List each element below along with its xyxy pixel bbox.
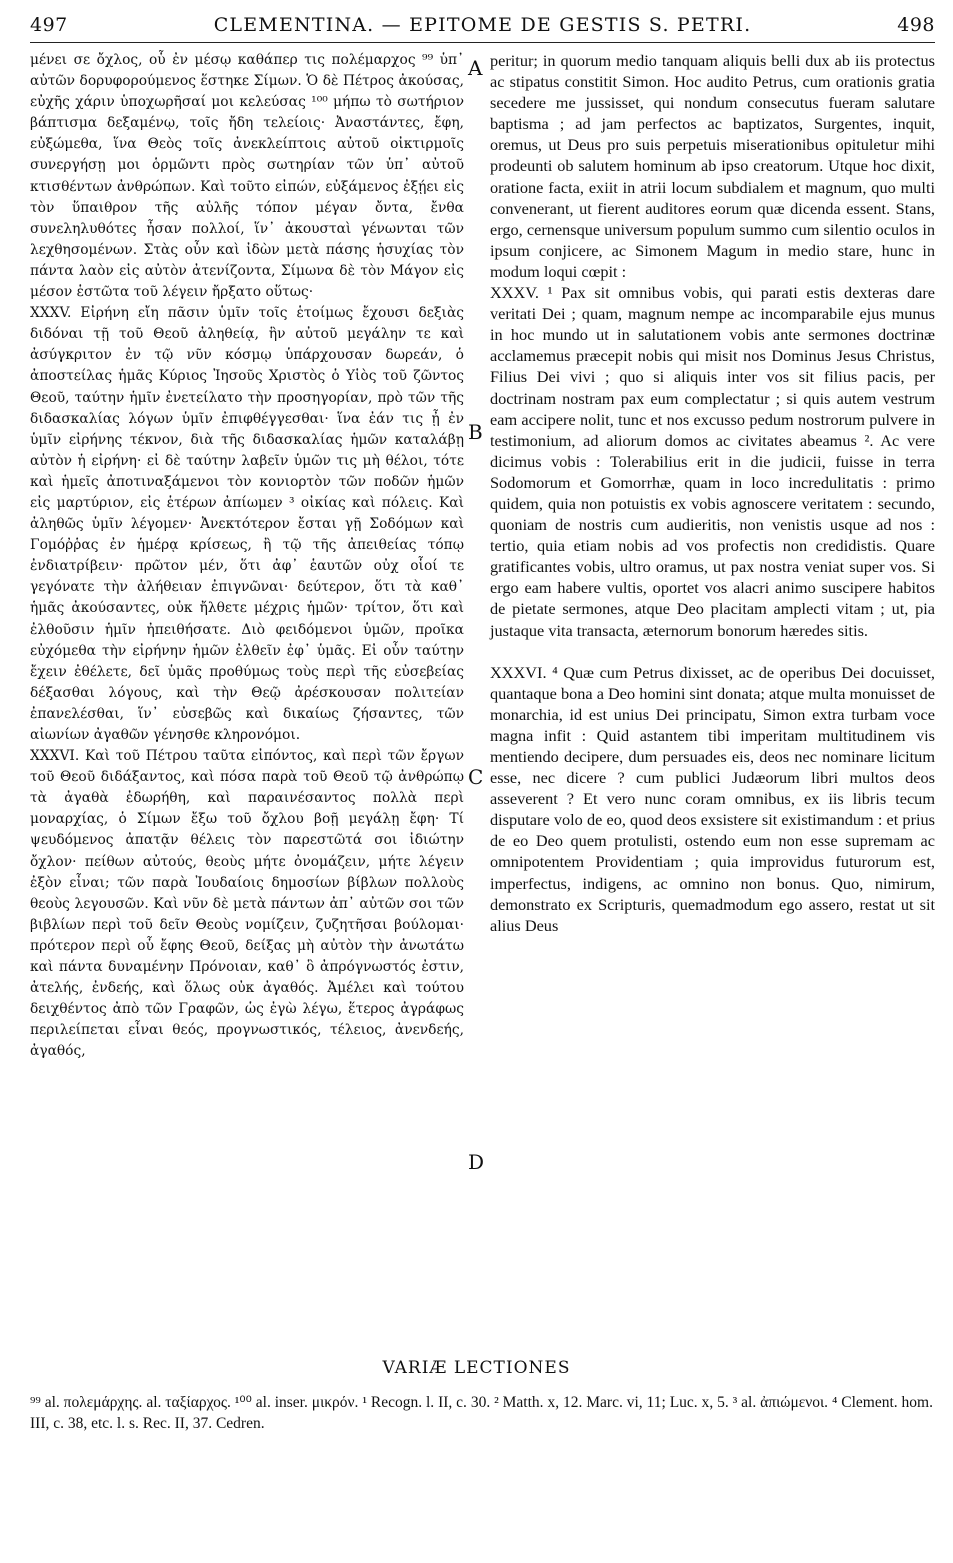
running-header — [30, 14, 935, 42]
variae-lectiones-heading: VARIÆ LECTIONES — [382, 1358, 571, 1378]
latin-paragraph-xxxvi: XXXVI. ⁴ Quæ cum Petrus dixisset, ac de operibus Dei docuisset, quantaque bona a Deo homini sint donata; atque multa monuisset de monarchia, id est unius Dei principatu, Simon extra turbam voce magna infit : Quid astantem tibi imperitam multitudinem vis mentiendo decipere, dum persuades eis, deos nec nominare licitum esse, nec dicere ? cum publici Judæorum libri multos deos asseverent ? Et vero nunc coram omnibus, ex iis libris tecum disputare volo de eo, quod deos exsistere sit existimandum : et prius de eo Deo quem protulisti, ostendo eum non esse supremam ac omnipotentem Providentiam ; quia improvidus futurorum est, imperfectus, indigens, ac omnino non bonus. Quo, nimirum, demonstrato ex Scripturis, quemadmodum ego assero, restat ut sit alius Deus — [490, 662, 935, 935]
latin-paragraph-1: peritur; in quorum medio tanquam aliquis belli dux ab iis protectus ac stipatus constitit Simon. Hoc audito Petrus, cum orationis gratia secedere me jussisset, qui nondum consecutus fueram salutare baptisma ; ad jam perfectos ac baptizatos, Surgentes, inquit, oremus, ut Deus pro suis perpetuis miserationibus opituletur mihi prodeunti ob salutem hominum ab ipso creatorum. Utque hoc dixit, oratione facta, exiit in atrii locum subdialem et magnum, quo multi convenerant, ut fierent auditores eorum quæ dicenda essent. Stans, ergo, cernensque universum populum summo cum silentio oculos in ipsum conjicere, ac Simonem Magum in medio stare, hunc in modum loqui cœpit : — [490, 51, 935, 281]
margin-letter-c: C — [468, 765, 484, 789]
page-number-right: 498 — [897, 14, 935, 36]
margin-letter-b: B — [468, 420, 483, 444]
margin-letter-d: D — [468, 1150, 485, 1174]
greek-paragraph-1: μένει σε ὄχλος, οὗ ἐν μέσῳ καθάπερ τις πολέμαρχος ⁹⁹ ὑπ᾿ αὐτῶν δορυφορούμενος ἕστηκε Σίμων. Ὁ δὲ Πέτρος ἀκούσας, εὐχῆς χάριν ὑποχωρῆσαί μοι κελεύσας ¹⁰⁰ μήπω τὸ σωτήριον βάπτισμα δεξαμένῳ, τοῖς ἤδη τελείοις· Ἀναστάντες, ἔφη, εὐξώμεθα, ἵνα Θεὸς τοῖς ἀνεκλείπτοις αὐτοῦ οἰκτιρμοῖς συνεργήσῃ μοι ὁρμῶντι πρὸς σωτηρίαν τῶν ὑπ᾿ αὐτοῦ κτισθέντων ἀνθρώπων. Καὶ τοῦτο εἰπών, εὐξάμενος ἐξῄει εἰς τὸν ὕπαιθρον τῆς αὐλῆς τόπον μέγαν ὄντα, ἔνθα συνεληλυθότες ἦσαν πολλοί, ἵν᾿ ἀκουσταὶ γένωνται τῶν λεχθησομένων. Στὰς οὖν καὶ ἰδὼν μετὰ πάσης ἡσυχίας τὸν πάντα λαὸν εἰς αὐτὸν ἀτενίζοντα, Σίμωνα δὲ τὸν Μάγον εἰς μέσον ἑστῶτα τοῦ λέγειν ἤρξατο οὕτως· — [30, 52, 464, 301]
variae-lectiones-notes: ⁹⁹ al. πολεμάρχης. al. ταξίαρχος. ¹⁰⁰ al. inser. μικρόν. ¹ Recogn. l. II, c. 30. ² Matth. x, 12. Marc. vi, 11; Luc. x, 5. ³ al. ἀπιώμενοι. ⁴ Clement. hom. III, c. 38, etc. l. s. Rec. II, 37. Cedren. — [30, 1394, 933, 1432]
header-rule — [30, 42, 935, 43]
greek-column — [30, 50, 464, 1063]
latin-column — [490, 50, 935, 936]
margin-letter-a: A — [468, 56, 483, 80]
greek-paragraph-xxxvi: XXXVI. Καὶ τοῦ Πέτρου ταῦτα εἰπόντος, καὶ περὶ τῶν ἔργων τοῦ Θεοῦ διδάξαντος, καὶ πόσα παρὰ τοῦ Θεοῦ τῷ ἀνθρώπῳ τὰ ἀγαθὰ ἐδωρήθη, καὶ παραινέσαντος πολλὰ περὶ μοναρχίας, ὁ Σίμων ἔξω τοῦ ὄχλου βοῇ μεγάλῃ ἔφη· Τί ψευδόμενος ἀπατᾷν θέλεις τὸν παρεστῶτά σοι ἰδιώτην ὄχλον· πείθων αὐτούς, θεοὺς μήτε ὀνομάζειν, μήτε λέγειν ἐξὸν εἶναι; τῶν παρὰ Ἰουδαίοις δημοσίων βίβλων πολλοὺς θεοὺς λεγουσῶν. Καὶ νῦν δὲ μετὰ πάντων ἀπ᾿ αὐτῶν σοι τῶν βιβλίων περὶ τοῦ δεῖν Θεοὺς νομίζειν, ζυζητῆσαι βούλομαι· πρότερον περὶ οὗ ἔφης Θεοῦ, δείξας μὴ αὐτὸν τὴν ἀνωτάτω καὶ πάντα δυναμένην Πρόνοιαν, καθ᾿ ὃ ἀπρόγνωστός ἐστιν, ἀτελής, ἐνδεής, καὶ ὅλως οὐκ ἀγαθός. Ἀμέλει καὶ τούτου δειχθέντος ἀπὸ τῶν Γραφῶν, ὡς ἐγὼ λέγω, ἕτερος ἀγράφως περιλείπεται εἶναι θεός, προγνωστικός, τέλειος, ἀνενδεής, ἀγαθός, — [30, 748, 464, 1060]
latin-paragraph-xxxv: XXXV. ¹ Pax sit omnibus vobis, qui parati estis dexteras dare veritati Dei ; quam, magnum nempe ac incomparabile ejus munus in hoc mundo ut in salutationem vobis ante sermones doctrinæ acclamemus præcepit nobis qui misit nos Dominus Jesus Christus, Filius Dei vivi ; quo si aliquis inter vos sit filius pacis, per doctrinam nostram pax eum complectatur ; si quis autem vestrum eam accipere nolit, tunc et nos excusso pedum nostrorum pulvere in testimonium, ad aliorum domos ac civitates abeamus ². Ac vere dicimus vobis : Tolerabilius erit in die judicii, fuisse in terra Sodomorum et Gomorrhæ, quam in loco incredulitatis : primo quidem, quia non potuistis ex vobis agnoscere veritatem : secundo, quoniam de nostris cum audieritis, non venistis usque ad nos : tertio, quia etiam nobis ad vos profectis non credidistis. Quare gratificantes vobis, ultro oramus, ut pax nostra veniat super vos. Si ergo eam habere vultis, oportet vos alacri animo suscipere habitos de pietate sermones, atque Deo placitam amplecti vitam ; ut, pia justaque vita transacta, æternorum bonorum hæredes sitis. — [490, 283, 935, 640]
running-title: CLEMENTINA. — EPITOME DE GESTIS S. PETRI. — [213, 14, 752, 36]
greek-paragraph-xxxv: XXXV. Εἰρήνη εἴη πᾶσιν ὑμῖν τοῖς ἑτοίμως ἔχουσι δεξιὰς διδόναι τῇ τοῦ Θεοῦ ἀληθείᾳ, ἣν αὐτοῦ μεγάλην τε καὶ ἀσύγκριτον ἐν τῷ νῦν κόσμῳ ὑπάρχουσαν δωρεάν, ὁ ἀποστείλας ἡμᾶς Κύριος Ἰησοῦς Χριστὸς ὁ Υἱὸς τοῦ ζῶντος Θεοῦ, ταύτην ἡμῖν ἐνετείλατο τὴν προσηγορίαν, πρὸ τῶν τῆς διδασκαλίας λόγων ὑμῖν ἐπιφθέγγεσθαι· ἵνα ἐάν τις ᾖ ἐν ὑμῖν εἰρήνης τέκνον, διὰ τῆς διδασκαλίας ἡμῶν καταλάβῃ αὐτὸν ἡ εἰρήνη· εἰ δὲ ταύτην λαβεῖν ὑμῶν τις μὴ θέλοι, τότε καὶ ἡμεῖς ἀποτιναξάμενοι τὸν κονιορτὸν τῶν ποδῶν ἡμῶν εἰς μαρτύριον, εἰς ἑτέρων ἀπίωμεν ³ οἰκίας καὶ πόλεις. Καὶ ἀληθῶς ὑμῖν λέγομεν· Ἀνεκτότερον ἔσται γῇ Σοδόμων καὶ Γομόῤῥας ἐν ἡμέρᾳ κρίσεως, ἢ τῷ τῆς ἀπειθείας τόπῳ ἐνδιατρίβειν· πρῶτον μέν, ὅτι ἀφ᾿ ἑαυτῶν οὐχ οἷοί τε γεγόνατε τὴν ἀλήθειαν ἐπιγνῶναι· δεύτερον, ὅτι τὰ καθ᾿ ἡμᾶς ἀκούσαντες, οὐκ ἤλθετε μέχρις ἡμῶν· τρίτον, ὅτι καὶ ἐλθοῦσιν ἡμῖν ἠπειθήσατε. Διὸ φειδόμενοι ὑμῶν, προῖκα εὐχόμεθα τὴν εἰρήνην ἡμῶν ἐλθεῖν ἐφ᾿ ὑμᾶς. Εἰ οὖν ταύτην ἔχειν ἐθέλετε, δεῖ ὑμᾶς προθύμως τοὺς περὶ τῆς εὐσεβείας δέξασθαι λόγους, καὶ τὴν Θεῷ ἀρέσκουσαν πολιτείαν ἐπανελέσθαι, ἵν᾿ εὐσεβῶς καὶ δικαίως ζήσαντες, τῶν αἰωνίων ἀγαθῶν γένησθε κληρονόμοι. — [30, 305, 464, 743]
page-number-left: 497 — [30, 14, 68, 36]
